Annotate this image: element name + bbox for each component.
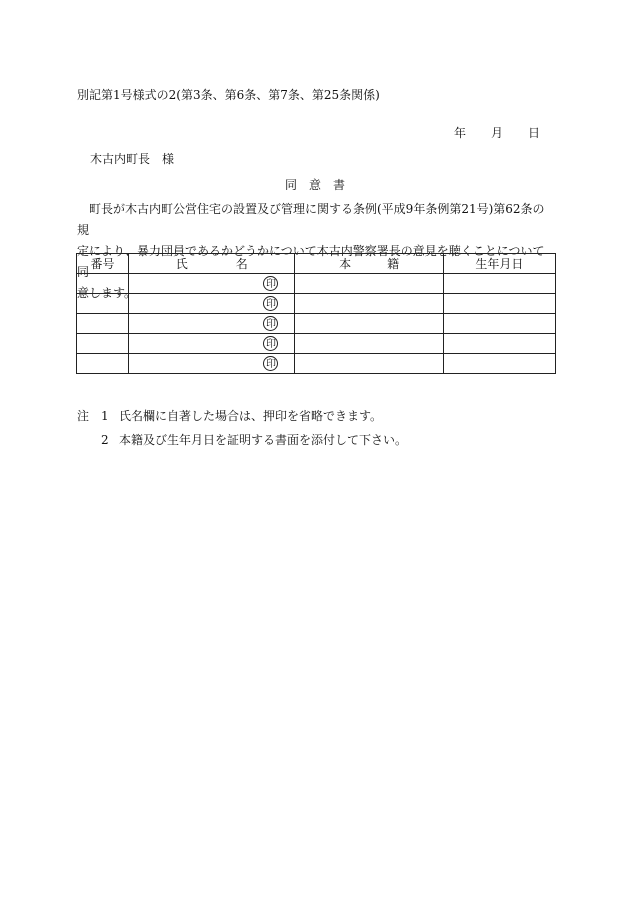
document-title: 同 意 書 xyxy=(284,178,345,192)
notes xyxy=(77,404,407,452)
seal-mark: 印 xyxy=(263,276,278,291)
date-line xyxy=(454,124,540,141)
birthdate-cell[interactable] xyxy=(443,294,555,314)
header-number: 番号 xyxy=(77,254,129,274)
header-domicile: 本 籍 xyxy=(295,254,443,274)
note-text: 本籍及び生年月日を証明する書面を添付して下さい。 xyxy=(119,433,408,447)
number-cell[interactable] xyxy=(77,354,129,374)
month-label: 月 xyxy=(491,126,504,140)
table-row xyxy=(77,294,556,314)
year-label: 年 xyxy=(454,126,467,140)
domicile-cell[interactable] xyxy=(295,294,443,314)
name-cell[interactable] xyxy=(129,294,295,314)
birthdate-cell[interactable] xyxy=(443,314,555,334)
note-number: 2 xyxy=(101,433,109,447)
addressee: 木古内町長 様 xyxy=(90,152,175,166)
consent-table xyxy=(76,253,556,374)
name-cell[interactable] xyxy=(129,354,295,374)
number-cell[interactable] xyxy=(77,314,129,334)
header-birthdate: 生年月日 xyxy=(443,254,555,274)
body-line: 意します。 xyxy=(77,286,137,300)
birthdate-cell[interactable] xyxy=(443,274,555,294)
number-cell[interactable] xyxy=(77,294,129,314)
name-cell[interactable] xyxy=(129,274,295,294)
seal-mark: 印 xyxy=(263,316,278,331)
number-cell[interactable] xyxy=(77,274,129,294)
table-row xyxy=(77,354,556,374)
name-cell[interactable] xyxy=(129,334,295,354)
body-line: 町長が木古内町公営住宅の設置及び管理に関する条例(平成9年条例第21号)第62条の規 xyxy=(77,202,545,237)
note-item xyxy=(77,428,407,452)
domicile-cell[interactable] xyxy=(295,354,443,374)
domicile-cell[interactable] xyxy=(295,334,443,354)
number-cell[interactable] xyxy=(77,334,129,354)
seal-mark: 印 xyxy=(263,336,278,351)
table-row xyxy=(77,274,556,294)
table-row xyxy=(77,334,556,354)
form-reference: 別記第1号様式の2(第3条、第6条、第7条、第25条関係) xyxy=(77,88,380,102)
domicile-cell[interactable] xyxy=(295,274,443,294)
note-item xyxy=(77,404,407,428)
table-row xyxy=(77,314,556,334)
body-line: 定により、暴力団員であるかどうかについて木古内警察署長の意見を聴くことについて同 xyxy=(77,244,545,279)
domicile-cell[interactable] xyxy=(295,314,443,334)
birthdate-cell[interactable] xyxy=(443,354,555,374)
header-name: 氏 名 xyxy=(129,254,295,274)
note-label: 注 xyxy=(77,409,90,423)
note-number: 1 xyxy=(101,409,109,423)
birthdate-cell[interactable] xyxy=(443,334,555,354)
table-header-row xyxy=(77,254,556,274)
name-cell[interactable] xyxy=(129,314,295,334)
note-text: 氏名欄に自著した場合は、押印を省略できます。 xyxy=(119,409,383,423)
seal-mark: 印 xyxy=(263,356,278,371)
day-label: 日 xyxy=(528,126,541,140)
seal-mark: 印 xyxy=(263,296,278,311)
